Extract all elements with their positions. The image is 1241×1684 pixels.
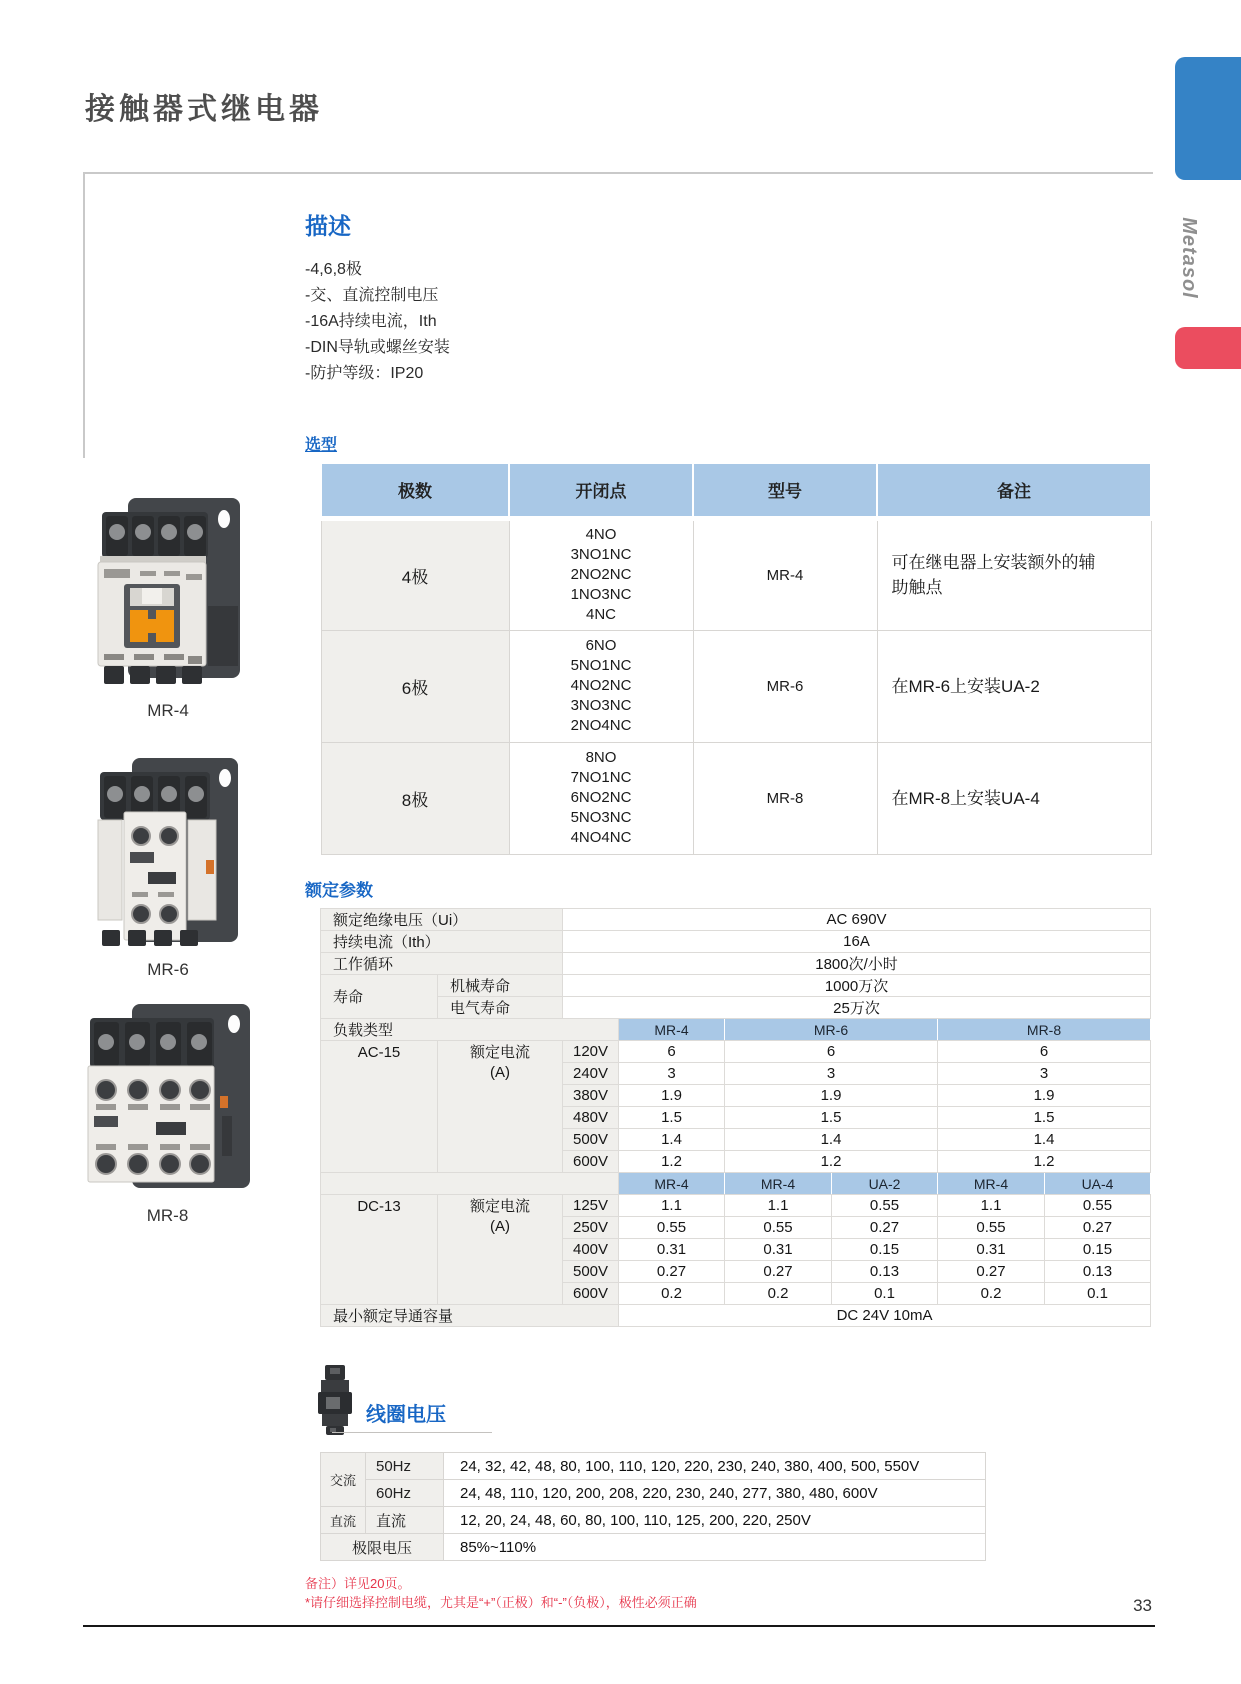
contactor-mr4-image [88,486,248,691]
param-value: 1800次/小时 [563,953,1151,975]
poles-cell: 4极 [321,518,509,630]
ratings-row [321,1305,1151,1327]
current-label: 额定电流 (A) [438,1195,563,1305]
model-column-header: MR-4 [619,1019,725,1041]
ratings-row [321,997,1151,1019]
rating-value: 0.27 [619,1261,725,1283]
selection-column-header: 开闭点 [509,464,693,518]
poles-cell: 6极 [321,630,509,742]
load-class-label: AC-15 [321,1041,438,1173]
coil-values: 24, 32, 42, 48, 80, 100, 110, 120, 220, 230, 240, 380, 400, 500, 550V [444,1453,986,1480]
model-column-header: MR-4 [619,1173,725,1195]
rating-value: 1.9 [938,1085,1151,1107]
coil-row-label: 60Hz [366,1480,444,1507]
ratings-table [320,908,1151,1327]
rating-value: 0.2 [938,1283,1045,1305]
selection-table [320,464,1152,855]
rating-value: 0.2 [725,1283,832,1305]
rating-value: 1.1 [725,1195,832,1217]
voltage-label: 500V [563,1129,619,1151]
param-sublabel: 电气寿命 [438,997,563,1019]
rating-value: 1.9 [619,1085,725,1107]
rating-value: 1.4 [725,1129,938,1151]
brand-label-metasol: Metasol [1178,217,1200,299]
footer-rule [83,1625,1155,1627]
coil-group-label: 直流 [321,1507,366,1534]
model-cell: MR-8 [693,742,877,854]
rating-value: 0.27 [1045,1217,1151,1239]
rating-value: 0.55 [725,1217,832,1239]
rating-value: 6 [725,1041,938,1063]
selection-row [321,742,1151,854]
rating-value: 6 [619,1041,725,1063]
param-sublabel: 机械寿命 [438,975,563,997]
voltage-label: 600V [563,1283,619,1305]
param-label: 工作循环 [321,953,563,975]
coil-row-label: 极限电压 [321,1534,444,1561]
coil-group-label: 交流 [321,1453,366,1507]
footnote-line: 备注）详见20页。 [305,1576,411,1591]
load-class-label: DC-13 [321,1195,438,1305]
selection-header-row [321,464,1151,518]
coil-row [321,1480,986,1507]
coil-row [321,1534,986,1561]
rating-value: 1.2 [619,1151,725,1173]
product-photo-mr6 [88,750,248,980]
rating-value: 0.55 [619,1217,725,1239]
voltage-label: 600V [563,1151,619,1173]
rating-value: 0.1 [1045,1283,1151,1305]
coil-heading-underline [332,1432,492,1433]
rating-value: 0.15 [832,1239,938,1261]
param-label: 持续电流（Ith） [321,931,563,953]
remark-cell: 在MR-8上安装UA-4 [877,742,1151,854]
ratings-heading: 额定参数 [305,881,373,900]
ratings-row [321,931,1151,953]
voltage-label: 120V [563,1041,619,1063]
param-value: 1000万次 [563,975,1151,997]
page-number: 33 [1133,1596,1152,1615]
rating-value: 1.5 [725,1107,938,1129]
coil-row-label: 50Hz [366,1453,444,1480]
contactor-mr8-image [80,996,255,1196]
rating-value: 3 [619,1063,725,1085]
voltage-label: 480V [563,1107,619,1129]
description-section [305,208,725,387]
param-value: 25万次 [563,997,1151,1019]
param-value: 16A [563,931,1151,953]
selection-column-header: 备注 [877,464,1151,518]
selection-heading: 选型 [305,437,338,454]
model-column-header: MR-6 [725,1019,938,1041]
rating-value: 1.5 [619,1107,725,1129]
voltage-label: 240V [563,1063,619,1085]
product-caption: MR-6 [147,960,189,979]
description-heading: 描述 [305,213,351,239]
model-column-header: UA-4 [1045,1173,1151,1195]
rating-value: 1.1 [619,1195,725,1217]
rating-value: 0.31 [725,1239,832,1261]
description-bullet-list [305,257,725,387]
param-value: DC 24V 10mA [619,1305,1151,1327]
poles-cell: 8极 [321,742,509,854]
spacer-cell [321,1173,619,1195]
rating-value: 0.31 [938,1239,1045,1261]
ratings-row [321,975,1151,997]
footnotes [305,1574,697,1612]
red-side-tab [1175,327,1241,369]
product-photo-mr4 [88,486,248,721]
model-column-header: MR-4 [725,1173,832,1195]
ratings-table-container [320,908,1151,1327]
ratings-header-row [321,1019,1151,1041]
rating-value: 0.27 [938,1261,1045,1283]
rating-value: 0.15 [1045,1239,1151,1261]
remark-cell: 可在继电器上安装额外的辅助触点 [877,518,1151,630]
coil-values: 12, 20, 24, 48, 60, 80, 100, 110, 125, 200, 220, 250V [444,1507,986,1534]
rating-value: 1.9 [725,1085,938,1107]
coil-row-label: 直流 [366,1507,444,1534]
ratings-row [321,1041,1151,1063]
model-column-header: MR-8 [938,1019,1151,1041]
model-column-header: MR-4 [938,1173,1045,1195]
rating-value: 1.2 [938,1151,1151,1173]
contacts-cell: 6NO 5NO1NC 4NO2NC 3NO3NC 2NO4NC [509,630,693,742]
rating-value: 0.13 [1045,1261,1151,1283]
selection-row [321,518,1151,630]
rating-value: 3 [725,1063,938,1085]
rating-value: 1.1 [938,1195,1045,1217]
ratings-row [321,953,1151,975]
description-bullet: -DIN导轨或螺丝安装 [305,339,450,356]
selection-table-container [320,464,1152,855]
product-photo-mr8 [80,996,255,1226]
model-column-header: UA-2 [832,1173,938,1195]
remark-cell: 在MR-6上安装UA-2 [877,630,1151,742]
coil-row [321,1507,986,1534]
current-label: 额定电流 (A) [438,1041,563,1173]
rating-value: 0.27 [832,1217,938,1239]
description-bullet: -防护等级：IP20 [305,365,424,382]
selection-row [321,630,1151,742]
ratings-row [321,909,1151,931]
model-cell: MR-6 [693,630,877,742]
description-bullet: -16A持续电流，Ith [305,313,437,330]
coil-values: 85%~110% [444,1534,986,1561]
rating-value: 0.55 [938,1217,1045,1239]
rating-value: 1.4 [938,1129,1151,1151]
ratings-header-row [321,1173,1151,1195]
coil-row [321,1453,986,1480]
coil-voltage-heading: 线圈电压 [366,1404,446,1426]
load-type-label: 负载类型 [321,1019,619,1041]
rating-value: 1.2 [725,1151,938,1173]
rating-value: 0.27 [725,1261,832,1283]
rating-value: 0.55 [1045,1195,1151,1217]
page-title: 接触器式继电器 [85,93,323,126]
voltage-label: 380V [563,1085,619,1107]
coil-icon [318,1364,352,1441]
rating-value: 6 [938,1041,1151,1063]
rating-value: 0.31 [619,1239,725,1261]
model-cell: MR-4 [693,518,877,630]
rating-value: 0.13 [832,1261,938,1283]
rating-value: 0.1 [832,1283,938,1305]
blue-side-tab [1175,57,1241,180]
rating-value: 1.4 [619,1129,725,1151]
coil-values: 24, 48, 110, 120, 200, 208, 220, 230, 240, 277, 380, 480, 600V [444,1480,986,1507]
product-caption: MR-4 [147,701,189,720]
voltage-label: 500V [563,1261,619,1283]
contacts-cell: 4NO 3NO1NC 2NO2NC 1NO3NC 4NC [509,518,693,630]
selection-column-header: 型号 [693,464,877,518]
rating-value: 0.2 [619,1283,725,1305]
coil-voltage-table [320,1452,986,1561]
contacts-cell: 8NO 7NO1NC 6NO2NC 5NO3NC 4NO4NC [509,742,693,854]
voltage-label: 125V [563,1195,619,1217]
ratings-row [321,1195,1151,1217]
description-bullet: -4,6,8极 [305,261,362,278]
param-label: 额定绝缘电压（Ui） [321,909,563,931]
voltage-label: 400V [563,1239,619,1261]
rating-value: 1.5 [938,1107,1151,1129]
param-value: AC 690V [563,909,1151,931]
voltage-label: 250V [563,1217,619,1239]
rating-value: 0.55 [832,1195,938,1217]
rating-value: 3 [938,1063,1151,1085]
param-label: 寿命 [321,975,438,1019]
product-caption: MR-8 [146,1206,189,1225]
coil-table-container [320,1452,986,1561]
selection-column-header: 极数 [321,464,509,518]
footnote-line: *请仔细选择控制电缆，尤其是“+”（正极）和“-”（负极），极性必须正确 [305,1595,697,1610]
contactor-mr6-image [88,750,248,950]
param-label: 最小额定导通容量 [321,1305,619,1327]
description-bullet: -交、直流控制电压 [305,287,439,304]
